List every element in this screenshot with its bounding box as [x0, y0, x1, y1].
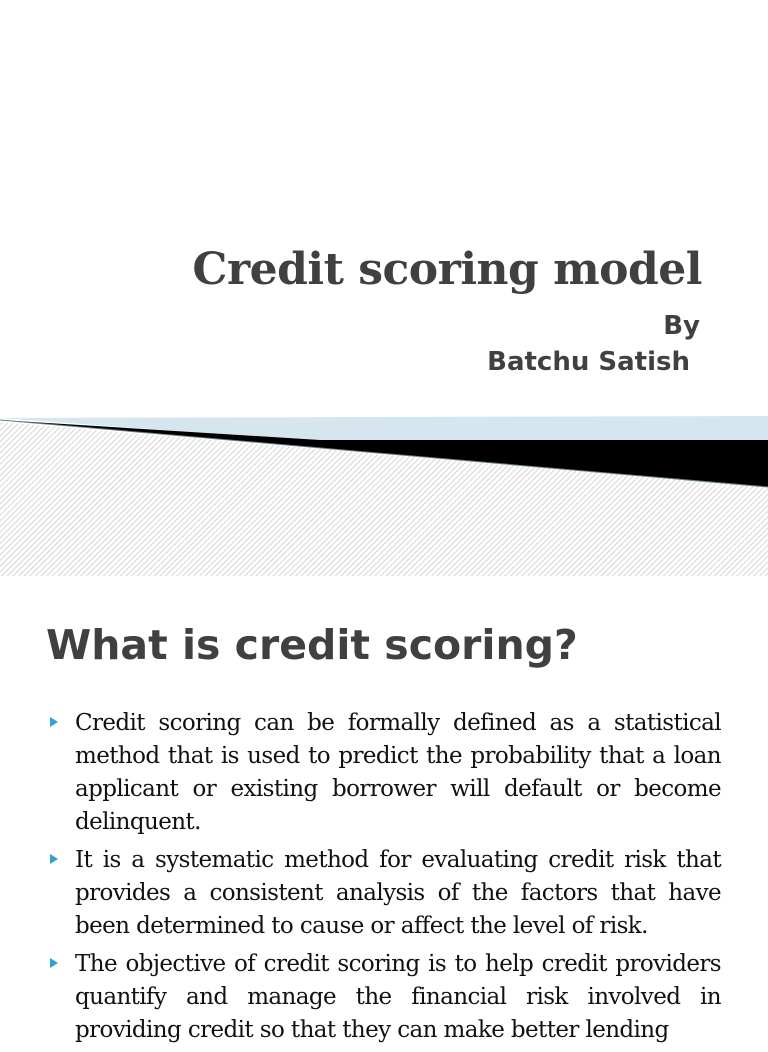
triangle-bullet-icon	[48, 707, 60, 740]
list-item	[48, 707, 721, 839]
bullet-text: It is a systematic method for evaluating credit risk that provides a consistent analysis of the factors that have been determined to cause or affect the level of risk.	[75, 847, 721, 939]
slide-heading: What is credit scoring?	[46, 621, 578, 669]
list-item	[48, 948, 721, 1047]
triangle-bullet-icon	[48, 948, 60, 981]
bullet-text: Credit scoring can be formally defined as a statistical method that is used to predict the probability that a loan applicant or existing borrower will default or become delinquent.	[75, 710, 721, 835]
slide-title: Credit scoring model	[192, 244, 702, 295]
bullet-text: The objective of credit scoring is to help credit providers quantify and manage the financial risk involved in providing credit so that they can make better lending	[75, 951, 721, 1043]
author-name: Batchu Satish	[487, 347, 690, 377]
byline-label: By	[663, 311, 700, 341]
content-slide	[0, 576, 768, 1043]
list-item	[48, 844, 721, 943]
triangle-bullet-icon	[48, 844, 60, 877]
bullet-list	[48, 707, 721, 1052]
